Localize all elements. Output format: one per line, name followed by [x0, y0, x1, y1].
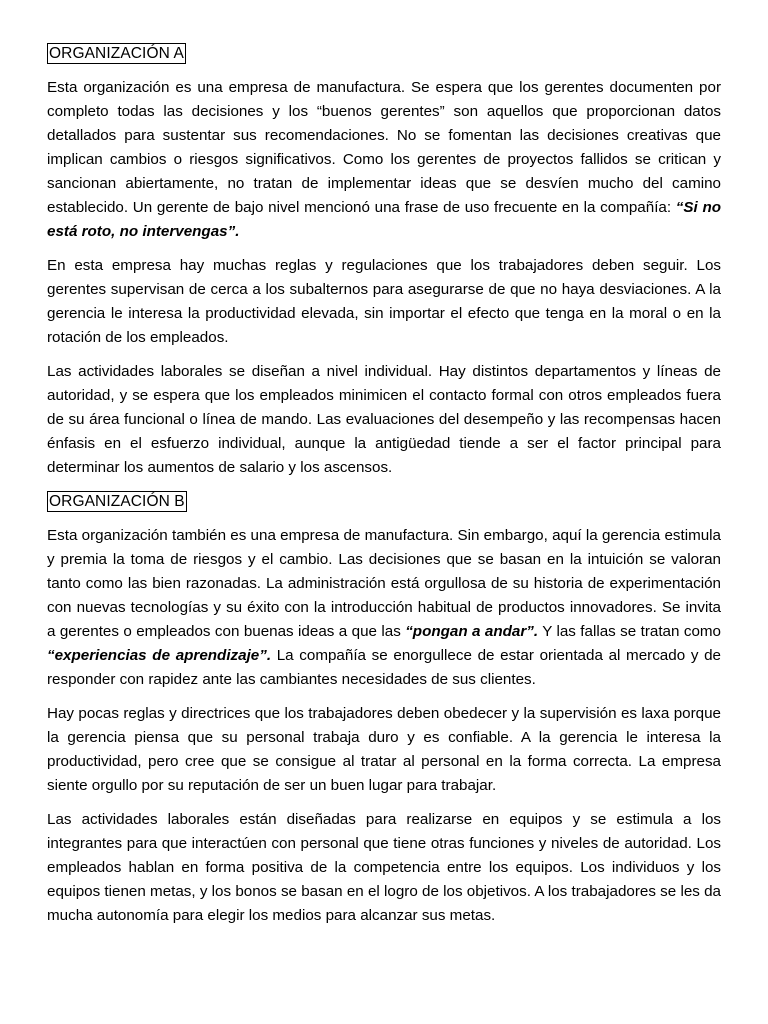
- section-b-paragraph-2: Hay pocas reglas y directrices que los trabajadores deben obedecer y la supervisión es laxa porque la gerencia piensa que su personal trabaja duro y es confiable. A la gerencia le interesa la productividad, pero cree que se consigue al tratar al personal en la forma correcta. La empresa siente orgullo por su reputación de ser un buen lugar para trabajar.: [47, 705, 721, 794]
- section-b-heading: ORGANIZACIÓN B: [49, 493, 185, 510]
- section-b-paragraph-1-text-2: Y las fallas se tratan como: [538, 623, 721, 640]
- section-a-heading: ORGANIZACIÓN A: [49, 45, 184, 62]
- section-b-paragraph-1-text-3: La compañía se enorgullece de estar orientada al mercado y de responder con rapidez ante las cambiantes necesidades de sus clientes.: [47, 647, 721, 688]
- document-page: [47, 43, 721, 928]
- section-b-paragraph-3: Las actividades laborales están diseñadas para realizarse en equipos y se estimula a los integrantes para que interactúen con personal que tiene otras funciones y niveles de autoridad. Los empleados hablan en forma positiva de la competencia entre los equipos. Los individuos y los equipos tienen metas, y los bonos se basan en el logro de los objetivos. A los trabajadores se les da mucha autonomía para elegir los medios para alcanzar sus metas.: [47, 811, 721, 924]
- section-b-quote-1: “pongan a andar”.: [405, 623, 539, 640]
- section-b-quote-2: “experiencias de aprendizaje”.: [47, 647, 272, 664]
- section-a-paragraph-1-text: Esta organización es una empresa de manufactura. Se espera que los gerentes documenten por completo todas las decisiones y los “buenos gerentes” son aquellos que proporcionan datos detallados para sustentar sus recomendaciones. No se fomentan las decisiones creativas que implican cambios o riesgos significativos. Como los gerentes de proyectos fallidos se critican y sancionan abiertamente, no tratan de implementar ideas que se desvíen mucho del camino establecido. Un gerente de bajo nivel mencionó una frase de uso frecuente en la compañía:: [47, 79, 721, 216]
- section-a-paragraph-2: En esta empresa hay muchas reglas y regulaciones que los trabajadores deben seguir. Los gerentes supervisan de cerca a los subalternos para asegurarse de que no haya desviaciones. A la gerencia le interesa la productividad elevada, sin importar el efecto que tenga en la moral o en la rotación de los empleados.: [47, 257, 721, 346]
- section-a-paragraph-3: Las actividades laborales se diseñan a nivel individual. Hay distintos departamentos y líneas de autoridad, y se espera que los empleados minimicen el contacto formal con otros empleados fuera de su área funcional o línea de mando. Las evaluaciones del desempeño y las recompensas hacen énfasis en el esfuerzo individual, aunque la antigüedad tiende a ser el factor principal para determinar los aumentos de salario y los ascensos.: [47, 363, 721, 476]
- section-b-paragraph-1: [47, 524, 721, 692]
- section-a-paragraph-1: [47, 76, 721, 244]
- section-a-quote: “Si no está roto, no intervengas”.: [47, 199, 722, 240]
- section-b-paragraph-1-text-1: Esta organización también es una empresa de manufactura. Sin embargo, aquí la gerencia estimula y premia la toma de riesgos y el cambio. Las decisiones que se basan en la intuición se valoran tanto como las bien razonadas. La administración está orgullosa de su historia de experimentación con nuevas tecnologías y su éxito con la introducción habitual de productos innovadores. Se invita a gerentes o empleados con buenas ideas a que las: [47, 527, 721, 640]
